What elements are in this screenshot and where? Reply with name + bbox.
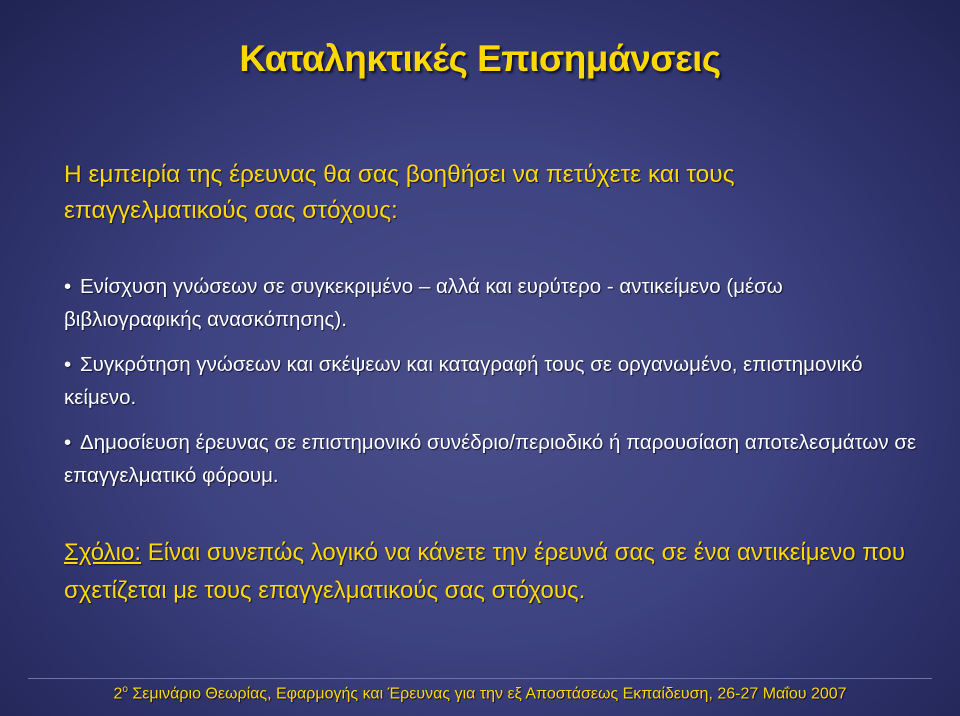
footer-divider — [28, 678, 932, 679]
intro-text: Η εμπειρία της έρευνας θα σας βοηθήσει να πετύχετε και τους επαγγελματικούς σας στόχους: — [64, 161, 735, 224]
bullet-text: Δημοσίευση έρευνας σε επιστημονικό συνέδριο/περιοδικό ή παρουσίαση αποτελεσμάτων σε επαγγελματικό φόρουμ. — [64, 431, 917, 487]
bullet-text: Συγκρότηση γνώσεων και σκέψεων και καταγραφή τους σε οργανωμένο, επιστημονικό κείμενο. — [64, 353, 863, 409]
bullet-item — [64, 426, 924, 492]
comment-label: Σχόλιο: — [64, 539, 142, 566]
bullet-marker: • — [64, 275, 72, 298]
comment-block — [64, 534, 924, 610]
footer-superscript: ο — [122, 684, 128, 695]
bullet-text: Ενίσχυση γνώσεων σε συγκεκριμένο – αλλά και ευρύτερο - αντικείμενο (μέσω βιβλιογραφικής ανασκόπησης). — [64, 275, 783, 331]
footer-number: 2 — [113, 685, 123, 703]
bullet-marker: • — [64, 431, 72, 454]
bullet-item — [64, 348, 924, 414]
footer-text: Σεμινάριο Θεωρίας, Εφαρμογής και Έρευνας για την εξ Αποστάσεως Εκπαίδευση, 26-27 Μαΐου 2007 — [127, 685, 847, 703]
bullet-marker: • — [64, 353, 72, 376]
comment-text: Είναι συνεπώς λογικό να κάνετε την έρευνά σας σε ένα αντικείμενο που σχετίζεται με τους επαγγελματικούς σας στόχους. — [64, 539, 905, 604]
footer — [0, 684, 960, 703]
bullet-list — [64, 270, 924, 504]
bullet-item — [64, 270, 924, 336]
slide-title: Καταληκτικές Επισημάνσεις — [239, 38, 721, 79]
